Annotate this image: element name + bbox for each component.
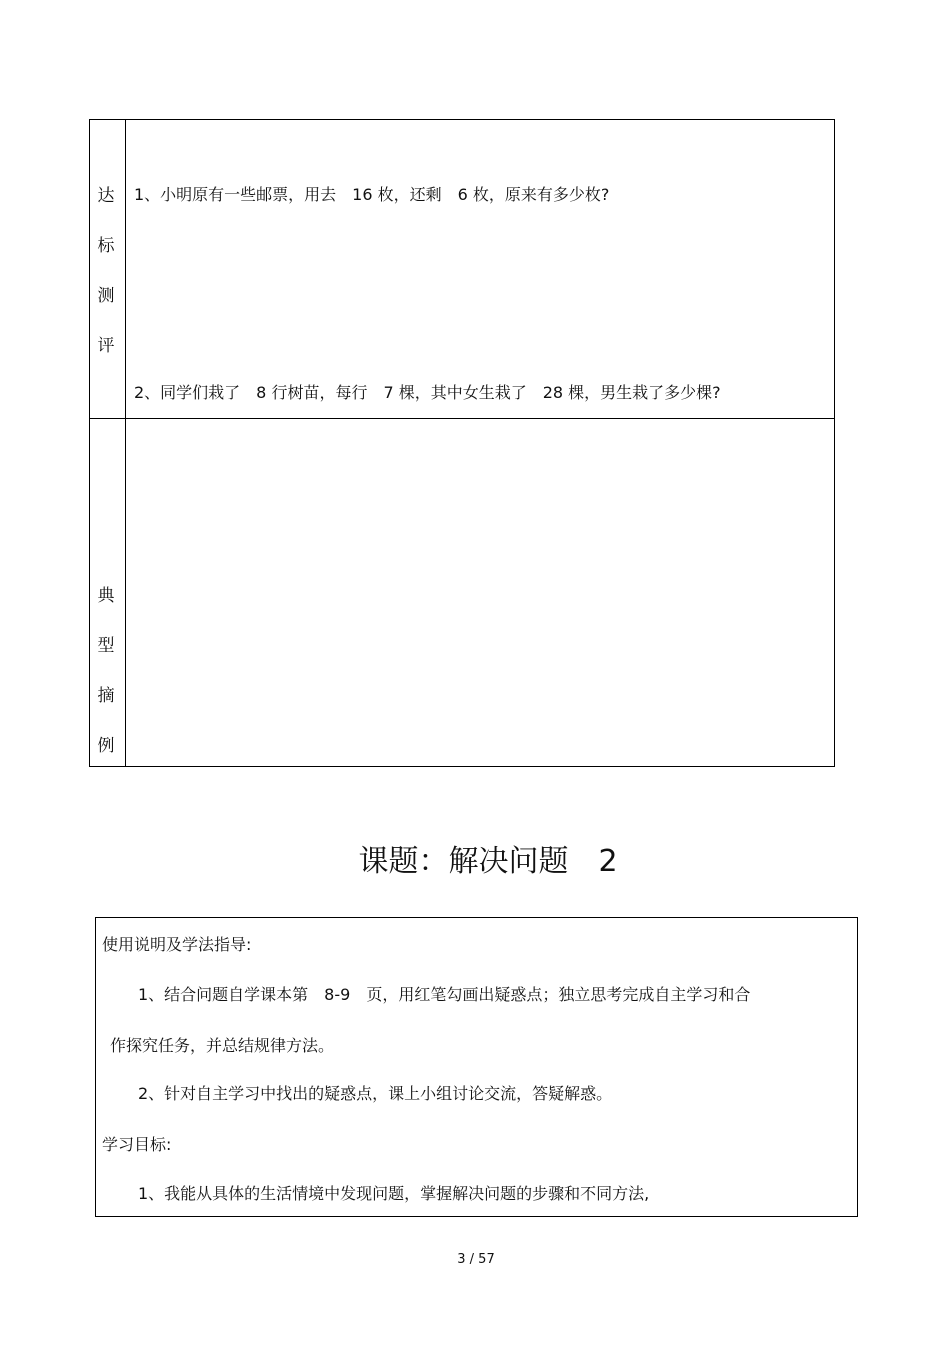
row-label-char: 例 (97, 736, 115, 756)
instruction-item-1-line-2: 作探究任务，并总结规律方法。 (110, 1036, 335, 1055)
goals-heading: 学习目标: (102, 1135, 172, 1154)
lesson-title: 课题：解决问题 2 (358, 844, 618, 879)
table-column-divider (125, 119, 126, 767)
row-label-char: 标 (97, 236, 115, 256)
question-2: 2、同学们栽了 8 行树苗，每行 7 棵，其中女生栽了 28 棵，男生栽了多少棵? (134, 383, 721, 402)
row-label-char: 典 (97, 586, 115, 606)
question-1: 1、小明原有一些邮票，用去 16 枚，还剩 6 枚，原来有多少枚? (134, 185, 610, 204)
row-label-char: 型 (97, 636, 115, 656)
row-label-char: 评 (97, 336, 115, 356)
row-label-char: 摘 (97, 686, 115, 706)
instruction-item-1-line-1: 1、结合问题自学课本第 8-9 页，用红笔勾画出疑惑点；独立思考完成自主学习和合 (138, 985, 751, 1004)
row-label-char: 测 (97, 286, 115, 306)
instruction-heading: 使用说明及学法指导: (102, 935, 252, 954)
instruction-box (95, 917, 858, 1217)
assessment-table (89, 119, 835, 767)
row-label-char: 达 (97, 186, 115, 206)
page-number: 3 / 57 (457, 1252, 495, 1267)
table-row-divider (89, 418, 835, 419)
instruction-item-2: 2、针对自主学习中找出的疑惑点，课上小组讨论交流，答疑解惑。 (138, 1084, 613, 1103)
goal-1: 1、我能从具体的生活情境中发现问题，掌握解决问题的步骤和不同方法, (138, 1184, 650, 1203)
